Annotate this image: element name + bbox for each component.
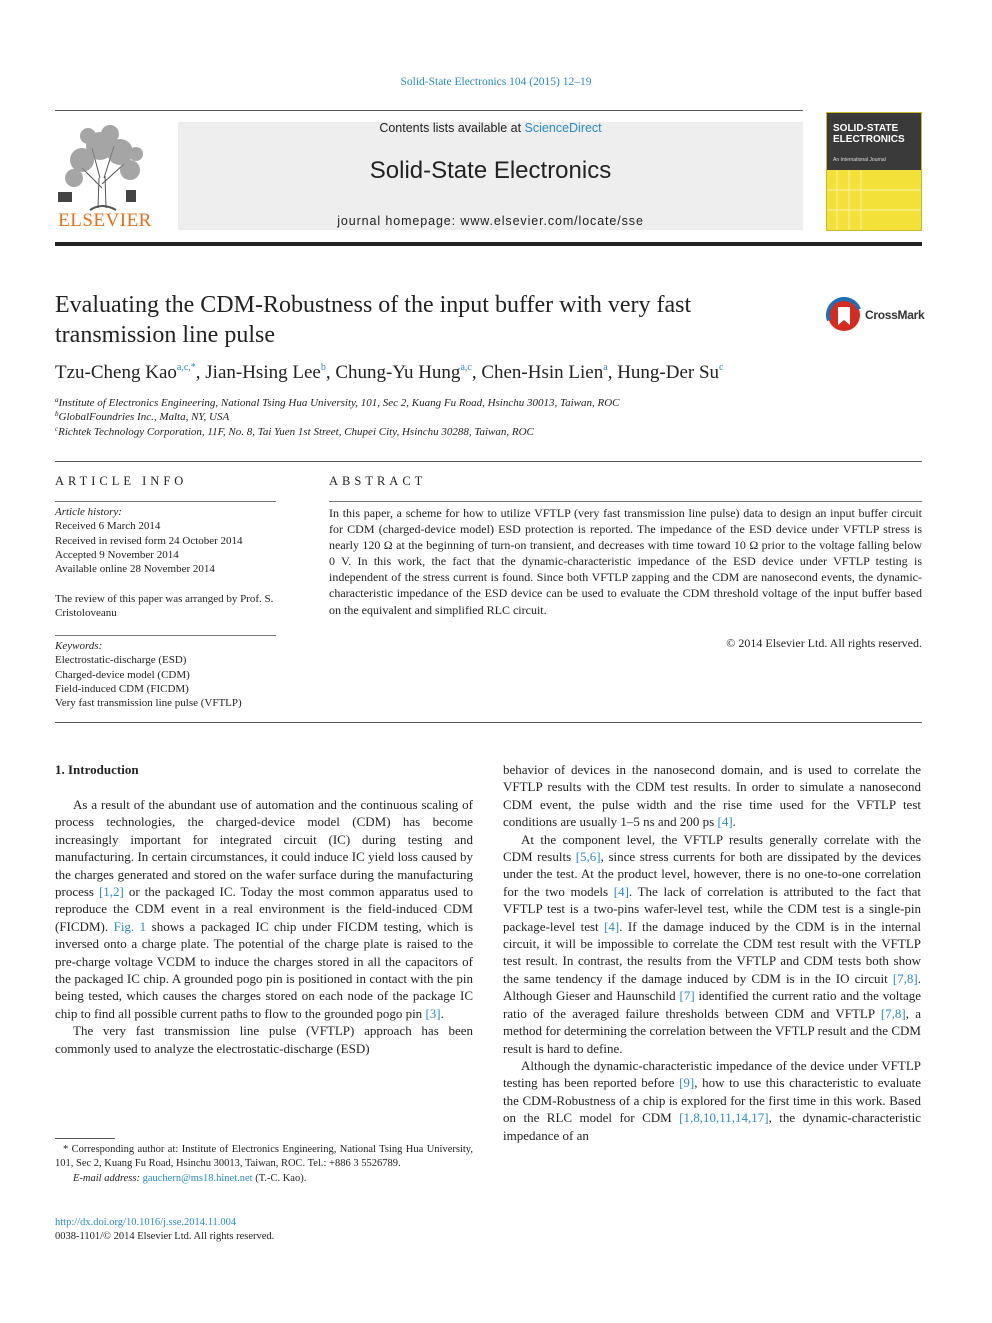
author-affiliation-marker[interactable]: b bbox=[320, 362, 326, 373]
affiliation-text: Richtek Technology Corporation, 11F, No. 8, Tai Yuen 1st Street, Chupei City, Hsinchu 30288, Taiwan, ROC bbox=[58, 426, 534, 438]
journal-name: Solid-State Electronics bbox=[369, 157, 612, 184]
affiliation-a bbox=[55, 396, 935, 409]
author-separator: , bbox=[325, 362, 336, 383]
journal-citation[interactable]: Solid-State Electronics 104 (2015) 12–19 bbox=[400, 76, 592, 88]
sciencedirect-link[interactable]: ScienceDirect bbox=[524, 121, 602, 135]
affiliation-marker: a bbox=[55, 396, 59, 404]
author-affiliation-marker[interactable]: c bbox=[719, 362, 724, 373]
cover-subtitle: An International Journal bbox=[833, 157, 886, 163]
cover-title bbox=[833, 123, 905, 145]
issn-line: 0038-1101/© 2014 Elsevier Ltd. All rights reserved. bbox=[55, 1231, 275, 1242]
body-text: Although the dynamic-characteristic impedance of the device under VFTLP testing has been reported before bbox=[503, 1057, 921, 1091]
author-name[interactable]: Jian-Hsing Lee bbox=[205, 362, 321, 383]
email-suffix: (T.-C. Kao). bbox=[252, 1172, 307, 1184]
body-text: , since stress currents for both are dissipated by the devices under the test. At the product level, however, there is no one-to-one correlation for the two models bbox=[503, 849, 922, 899]
email-line bbox=[55, 1172, 473, 1186]
header-rule bbox=[55, 110, 803, 111]
author-name[interactable]: Tzu-Cheng Kao bbox=[55, 362, 177, 383]
author-name[interactable]: Chen-Hsin Lien bbox=[481, 362, 604, 383]
article-title: Evaluating the CDM-Robustness of the input buffer with very fast transmission line pulse bbox=[55, 292, 692, 348]
elsevier-wordmark: ELSEVIER bbox=[58, 210, 152, 231]
reference-link[interactable]: [5,6] bbox=[575, 849, 601, 865]
keywords-heading: Keywords: bbox=[55, 640, 103, 652]
article-info-rule bbox=[55, 461, 922, 462]
online-date: Available online 28 November 2014 bbox=[55, 563, 215, 576]
homepage-url[interactable]: www.elsevier.com/locate/sse bbox=[460, 214, 644, 228]
abstract-heading: ABSTRACT bbox=[329, 474, 427, 488]
email-link[interactable]: gauchern@ms18.hinet.net bbox=[142, 1172, 253, 1184]
header-thick-rule bbox=[55, 242, 922, 246]
email-label: E-mail address: bbox=[73, 1172, 143, 1184]
article-info-heading: ARTICLE INFO bbox=[55, 474, 188, 488]
body-paragraph bbox=[503, 761, 921, 831]
body-paragraph bbox=[503, 831, 921, 1057]
revised-date: Received in revised form 24 October 2014 bbox=[55, 534, 243, 547]
accepted-date: Accepted 9 November 2014 bbox=[55, 548, 179, 561]
body-text: . bbox=[440, 1005, 444, 1021]
body-text: , how to use this characteristic to evaluate the CDM-Robustness of a chip is explored for the first time in this work. Based on the RLC model for CDM bbox=[503, 1075, 922, 1126]
author-separator: , bbox=[471, 362, 482, 383]
reference-link[interactable]: [4] bbox=[613, 883, 629, 899]
article-history bbox=[55, 505, 285, 576]
keyword-item: Field-induced CDM (FICDM) bbox=[55, 682, 189, 695]
article-info-rule-1 bbox=[55, 501, 276, 502]
affiliation-text: GlobalFoundries Inc., Malta, NY, USA bbox=[58, 411, 230, 423]
author-separator: , bbox=[607, 362, 618, 383]
reference-link[interactable]: [4] bbox=[717, 814, 733, 830]
footnote-rule bbox=[55, 1138, 115, 1139]
body-paragraph bbox=[55, 1022, 473, 1057]
abstract-text: In this paper, a scheme for how to utilize VFTLP (very fast transmission line pulse) data to design an input buffer circuit for CDM (charged-device model) ESD protection is reported. The impedance of the ESD device under VFTLP stress is nearly 120 Ω at the beginning of turn-on transient, and decreases with time toward 10 Ω prior to the voltage falling below 0 V. In this work, the fact that the dynamic-characteristic impedance of the ESD device under VFTLP testing is independent of the stress current is found. Since both VFTLP zapping and the CDM are nanosecond events, the dynamic-characteristic impedance of the ESD device can be used to evaluate the CDM threshold voltage of the input buffer based on the equivalent and simplified RLC circuit. bbox=[329, 506, 922, 617]
author-name[interactable]: Chung-Yu Hung bbox=[335, 362, 461, 383]
abstract-rule bbox=[329, 501, 922, 502]
body-text: . The lack of correlation is attributed to the fact that VFTLP test is a two-pins wafer-level test, while the CDM test is a single-pin package-level test bbox=[503, 883, 922, 934]
author-name[interactable]: Hung-Der Su bbox=[617, 362, 720, 383]
received-date: Received 6 March 2014 bbox=[55, 520, 161, 533]
body-text: As a result of the abundant use of automation and the continuous scaling of process technologies, the charged-device model (CDM) has become increasingly important for integrated circuit (IC) during testing and manufacturing. In certain circumstances, it could induce IC yield loss caused by the charges generated and stored on the wafer surface during the manufacturing process bbox=[55, 797, 473, 900]
cover-title-line-1: SOLID-STATE bbox=[833, 123, 899, 134]
body-text: . bbox=[732, 814, 736, 830]
body-paragraph bbox=[503, 1057, 921, 1144]
reference-link[interactable]: Fig. 1 bbox=[113, 918, 147, 934]
journal-homepage bbox=[178, 214, 803, 228]
right-column bbox=[503, 761, 921, 1144]
affiliation-marker: c bbox=[55, 425, 59, 433]
section-heading-introduction: 1. Introduction bbox=[55, 762, 139, 777]
review-note: The review of this paper was arranged by Prof. S. Cristoloveanu bbox=[55, 593, 274, 620]
journal-cover-thumbnail[interactable] bbox=[826, 112, 922, 231]
left-column bbox=[55, 796, 473, 1057]
homepage-prefix: journal homepage: bbox=[337, 214, 461, 228]
body-text: The very fast transmission line pulse (VFTLP) approach has been commonly used to analyze the electrostatic-discharge (ESD) bbox=[55, 1023, 473, 1056]
reference-link[interactable]: [7,8] bbox=[892, 970, 918, 986]
cover-title-line-2: ELECTRONICS bbox=[833, 134, 905, 145]
body-text: . If the damage induced by the CDM is in the internal circuit, it will be impossible to correlate the CDM test result with the VFTLP test result. In contrast, the results from the VFTLP and CDM tests both show the same tendency if the damage induced by CDM is in the IO circuit bbox=[503, 918, 922, 986]
keyword-item: Very fast transmission line pulse (VFTLP) bbox=[55, 697, 242, 710]
keywords bbox=[55, 639, 285, 710]
corresponding-author-footnote bbox=[55, 1143, 473, 1186]
abstract-copyright: © 2014 Elsevier Ltd. All rights reserved. bbox=[726, 636, 922, 650]
keyword-item: Charged-device model (CDM) bbox=[55, 668, 190, 681]
keyword-item: Electrostatic-discharge (ESD) bbox=[55, 654, 187, 667]
cover-pattern bbox=[827, 170, 922, 231]
corresponding-text: * Corresponding author at: Institute of Electronics Engineering, National Tsing Hua University, 101, Sec 2, Kuang Fu Road, Hsinchu 30013, Taiwan, ROC. Tel.: +886 3 5526789. bbox=[55, 1144, 473, 1170]
reference-link[interactable]: [1,2] bbox=[98, 884, 124, 900]
reference-link[interactable]: [9] bbox=[679, 1075, 695, 1091]
author-list bbox=[55, 362, 935, 384]
reference-link[interactable]: [7] bbox=[679, 988, 695, 1004]
body-text: identified the current ratio and the voltage ratio of the averaged failure thresholds between CDM and VFTLP bbox=[503, 988, 921, 1021]
affiliation-c bbox=[55, 425, 935, 438]
article-info-rule-2 bbox=[55, 635, 276, 636]
doi-link[interactable]: http://dx.doi.org/10.1016/j.sse.2014.11.004 bbox=[55, 1217, 237, 1228]
author-separator: , bbox=[195, 362, 206, 383]
reference-link[interactable]: [1,8,10,11,14,17] bbox=[679, 1110, 769, 1126]
abstract-end-rule bbox=[55, 722, 922, 723]
author-affiliation-marker[interactable]: a,c bbox=[460, 362, 472, 373]
author-affiliation-marker[interactable]: a,c,* bbox=[176, 362, 196, 373]
body-text: behavior of devices in the nanosecond domain, and is used to correlate the VFTLP results with the CDM test results. In order to simulate a nanosecond CDM event, the pulse width and the rise time used for the VFTLP test conditions are usually 1–5 ns and 200 ps bbox=[503, 762, 921, 830]
body-text: , a method for determining the correlation between the VFTLP result and the CDM result is hard to define. bbox=[503, 1005, 921, 1056]
body-text: At the component level, the VFTLP results generally correlate with the CDM results bbox=[503, 831, 921, 865]
contents-line bbox=[178, 121, 803, 135]
body-text: or the packaged IC. Today the most common apparatus used to reproduce the CDM event in a real environment is the field-induced CDM (FICDM). bbox=[55, 884, 473, 934]
body-text: , the dynamic-characteristic impedance of an bbox=[503, 1110, 922, 1143]
affiliation-text: Institute of Electronics Engineering, National Tsing Hua University, 101, Sec 2, Kuang Fu Road, Hsinchu 30013, Taiwan, ROC bbox=[58, 397, 620, 409]
history-heading: Article history: bbox=[55, 506, 122, 518]
crossmark-label[interactable]: CrossMark bbox=[865, 308, 925, 322]
reference-link[interactable]: [3] bbox=[425, 1005, 441, 1021]
body-text: shows a packaged IC chip under FICDM testing, which is inversed onto a charge plate. The potential of the charge plate is raised to the pre-charge voltage VCDM to induce the charges stored in all the capacitors of the packaged IC chip. A grounded pogo pin is positioned in contact with the pin being tested, which causes the charges stored on each node of the package IC chip to find all possible current paths to flow to the grounded pogo pin bbox=[55, 918, 474, 1021]
affiliation-marker: b bbox=[55, 410, 59, 418]
affiliation-b bbox=[55, 410, 935, 423]
reference-link[interactable]: [7,8] bbox=[880, 1005, 906, 1021]
contents-prefix: Contents lists available at bbox=[379, 121, 525, 135]
reference-link[interactable]: [4] bbox=[604, 918, 620, 934]
author-affiliation-marker[interactable]: a bbox=[603, 362, 608, 373]
body-text: . Although Gieser and Haunschild bbox=[503, 970, 921, 1004]
body-paragraph bbox=[55, 796, 473, 1022]
